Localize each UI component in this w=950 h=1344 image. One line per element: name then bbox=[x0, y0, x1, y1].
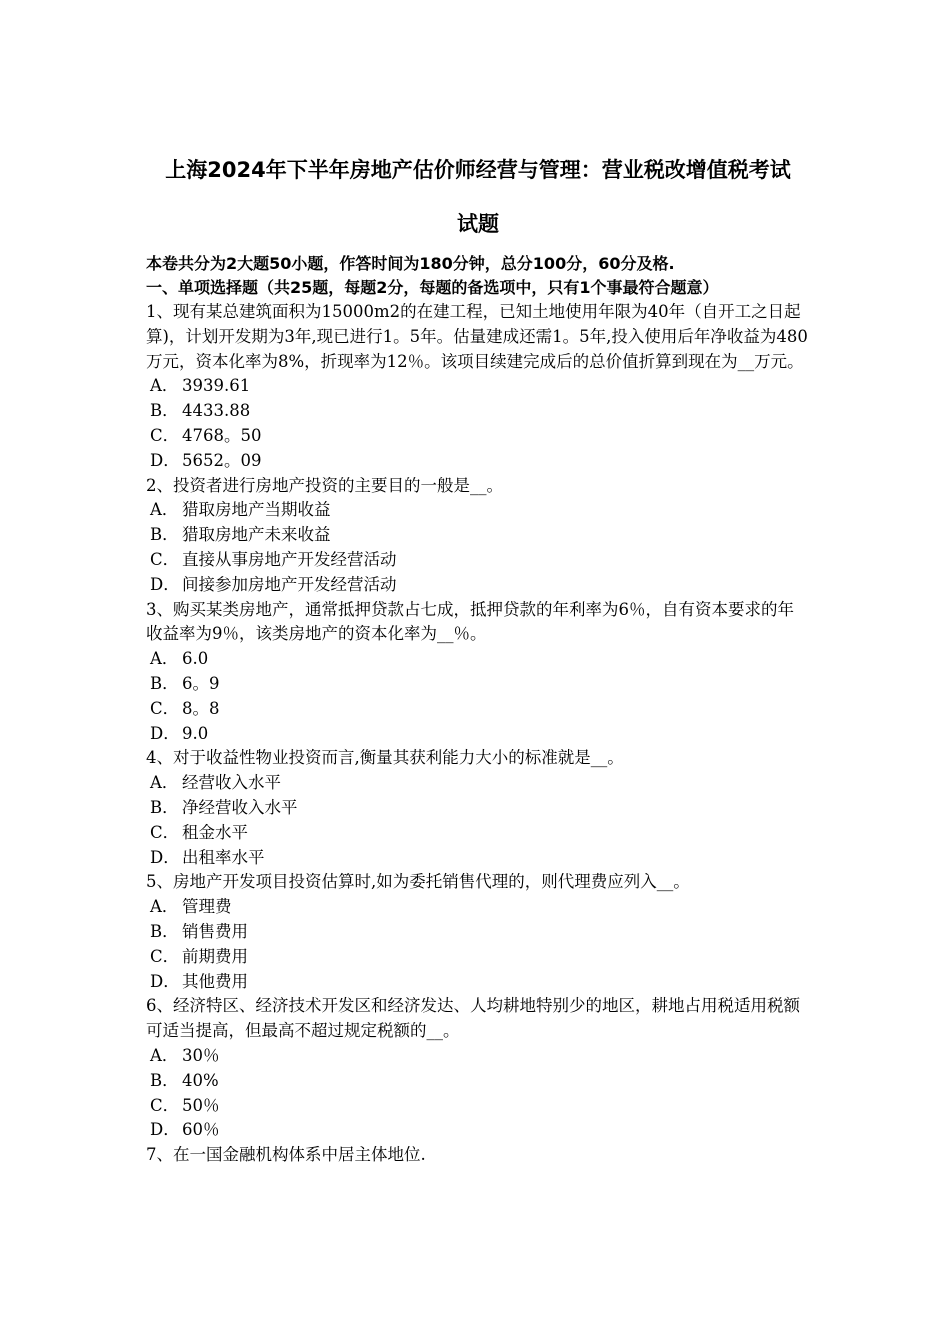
option-text: 经营收入水平 bbox=[182, 773, 281, 793]
option-text: 销售费用 bbox=[182, 921, 248, 941]
option-letter: C． bbox=[150, 698, 180, 718]
option-letter: C． bbox=[150, 1095, 180, 1115]
option-text: 其他费用 bbox=[182, 971, 248, 991]
answer-option bbox=[146, 1069, 810, 1094]
option-letter: C． bbox=[150, 822, 180, 842]
answer-option bbox=[146, 846, 810, 871]
option-letter: D． bbox=[150, 971, 180, 991]
option-text: 4433.88 bbox=[182, 401, 251, 421]
option-letter: D． bbox=[150, 723, 180, 743]
answer-option bbox=[146, 796, 810, 821]
option-text: 3939.61 bbox=[182, 376, 251, 396]
answer-option bbox=[146, 672, 810, 697]
option-text: 出租率水平 bbox=[182, 847, 265, 867]
option-letter: A． bbox=[150, 649, 179, 669]
question-item bbox=[146, 598, 810, 747]
option-letter: C． bbox=[150, 946, 180, 966]
question-item bbox=[146, 300, 810, 474]
answer-option bbox=[146, 374, 810, 399]
question-item bbox=[146, 994, 810, 1143]
option-text: 间接参加房地产开发经营活动 bbox=[182, 574, 397, 594]
option-text: 租金水平 bbox=[182, 822, 248, 842]
option-text: 30％ bbox=[182, 1045, 220, 1065]
option-text: 净经营收入水平 bbox=[182, 797, 298, 817]
option-text: 6.0 bbox=[182, 649, 209, 669]
section-heading: 一、单项选择题（共25题，每题2分，每题的备选项中，只有1个事最符合题意） bbox=[146, 278, 719, 297]
exam-intro: 本卷共分为2大题50小题，作答时间为180分钟，总分100分，60分及格. bbox=[146, 254, 675, 273]
document-title-continued: 试题 bbox=[457, 212, 499, 236]
question-item bbox=[146, 870, 810, 994]
question-item bbox=[146, 1143, 810, 1168]
answer-option bbox=[146, 573, 810, 598]
answer-option bbox=[146, 548, 810, 573]
option-letter: B． bbox=[150, 401, 179, 421]
answer-option bbox=[146, 647, 810, 672]
question-text: 3、购买某类房地产，通常抵押贷款占七成，抵押贷款的年利率为6％，自有资本要求的年收益率为9％，该类房地产的资本化率为__％。 bbox=[146, 599, 794, 644]
question-item bbox=[146, 746, 810, 870]
option-text: 猎取房地产当期收益 bbox=[182, 500, 331, 520]
option-text: 9.0 bbox=[182, 723, 209, 743]
option-letter: B． bbox=[150, 1070, 179, 1090]
option-text: 8。8 bbox=[182, 698, 220, 718]
option-letter: D． bbox=[150, 847, 180, 867]
option-letter: A． bbox=[150, 773, 179, 793]
option-text: 管理费 bbox=[182, 897, 232, 917]
option-text: 猎取房地产未来收益 bbox=[182, 525, 331, 545]
answer-option bbox=[146, 945, 810, 970]
question-text: 1、现有某总建筑面积为15000m2的在建工程，已知土地使用年限为40年（自开工之日起算)，计划开发期为3年,现已进行1。5年。估量建成还需1。5年,投入使用后年净收益为480万元，资本化率为8%，折现率为12％。该项目续建完成后的总价值折算到现在为__万元。 bbox=[146, 302, 808, 371]
option-letter: D． bbox=[150, 1120, 180, 1140]
answer-option bbox=[146, 895, 810, 920]
option-letter: A． bbox=[150, 500, 179, 520]
option-letter: C． bbox=[150, 549, 180, 569]
option-text: 前期费用 bbox=[182, 946, 248, 966]
option-letter: B． bbox=[150, 921, 179, 941]
answer-option bbox=[146, 821, 810, 846]
option-text: 50％ bbox=[182, 1095, 220, 1115]
answer-option bbox=[146, 498, 810, 523]
answer-option bbox=[146, 1094, 810, 1119]
question-text: 2、投资者进行房地产投资的主要目的一般是__。 bbox=[146, 475, 503, 495]
answer-option bbox=[146, 771, 810, 796]
answer-option bbox=[146, 722, 810, 747]
option-letter: D． bbox=[150, 574, 180, 594]
answer-option bbox=[146, 399, 810, 424]
option-text: 40% bbox=[182, 1070, 219, 1090]
answer-option bbox=[146, 697, 810, 722]
document-page bbox=[146, 150, 810, 1168]
question-text: 5、房地产开发项目投资估算时,如为委托销售代理的，则代理费应列入__。 bbox=[146, 872, 690, 892]
question-list bbox=[146, 300, 810, 1168]
option-letter: B． bbox=[150, 673, 179, 693]
option-letter: A． bbox=[150, 897, 179, 917]
option-letter: B． bbox=[150, 525, 179, 545]
option-text: 4768。50 bbox=[182, 425, 262, 445]
answer-option bbox=[146, 920, 810, 945]
question-text: 4、对于收益性物业投资而言,衡量其获利能力大小的标准就是__。 bbox=[146, 748, 624, 768]
answer-option bbox=[146, 449, 810, 474]
answer-option bbox=[146, 523, 810, 548]
option-letter: A． bbox=[150, 1045, 179, 1065]
answer-option bbox=[146, 1044, 810, 1069]
question-text: 7、在一国金融机构体系中居主体地位. bbox=[146, 1145, 426, 1165]
option-letter: C． bbox=[150, 425, 180, 445]
option-letter: B． bbox=[150, 797, 179, 817]
answer-option bbox=[146, 1118, 810, 1143]
question-item bbox=[146, 474, 810, 598]
option-letter: A． bbox=[150, 376, 179, 396]
option-text: 60％ bbox=[182, 1120, 220, 1140]
answer-option bbox=[146, 424, 810, 449]
option-text: 6。9 bbox=[182, 673, 220, 693]
document-title: 上海2024年下半年房地产估价师经营与管理：营业税改增值税考试 bbox=[165, 158, 791, 182]
option-letter: D． bbox=[150, 450, 180, 470]
option-text: 5652。09 bbox=[182, 450, 262, 470]
question-text: 6、经济特区、经济技术开发区和经济发达、人均耕地特别少的地区，耕地占用税适用税额可适当提高，但最高不超过规定税额的__。 bbox=[146, 996, 800, 1041]
answer-option bbox=[146, 970, 810, 995]
option-text: 直接从事房地产开发经营活动 bbox=[182, 549, 397, 569]
